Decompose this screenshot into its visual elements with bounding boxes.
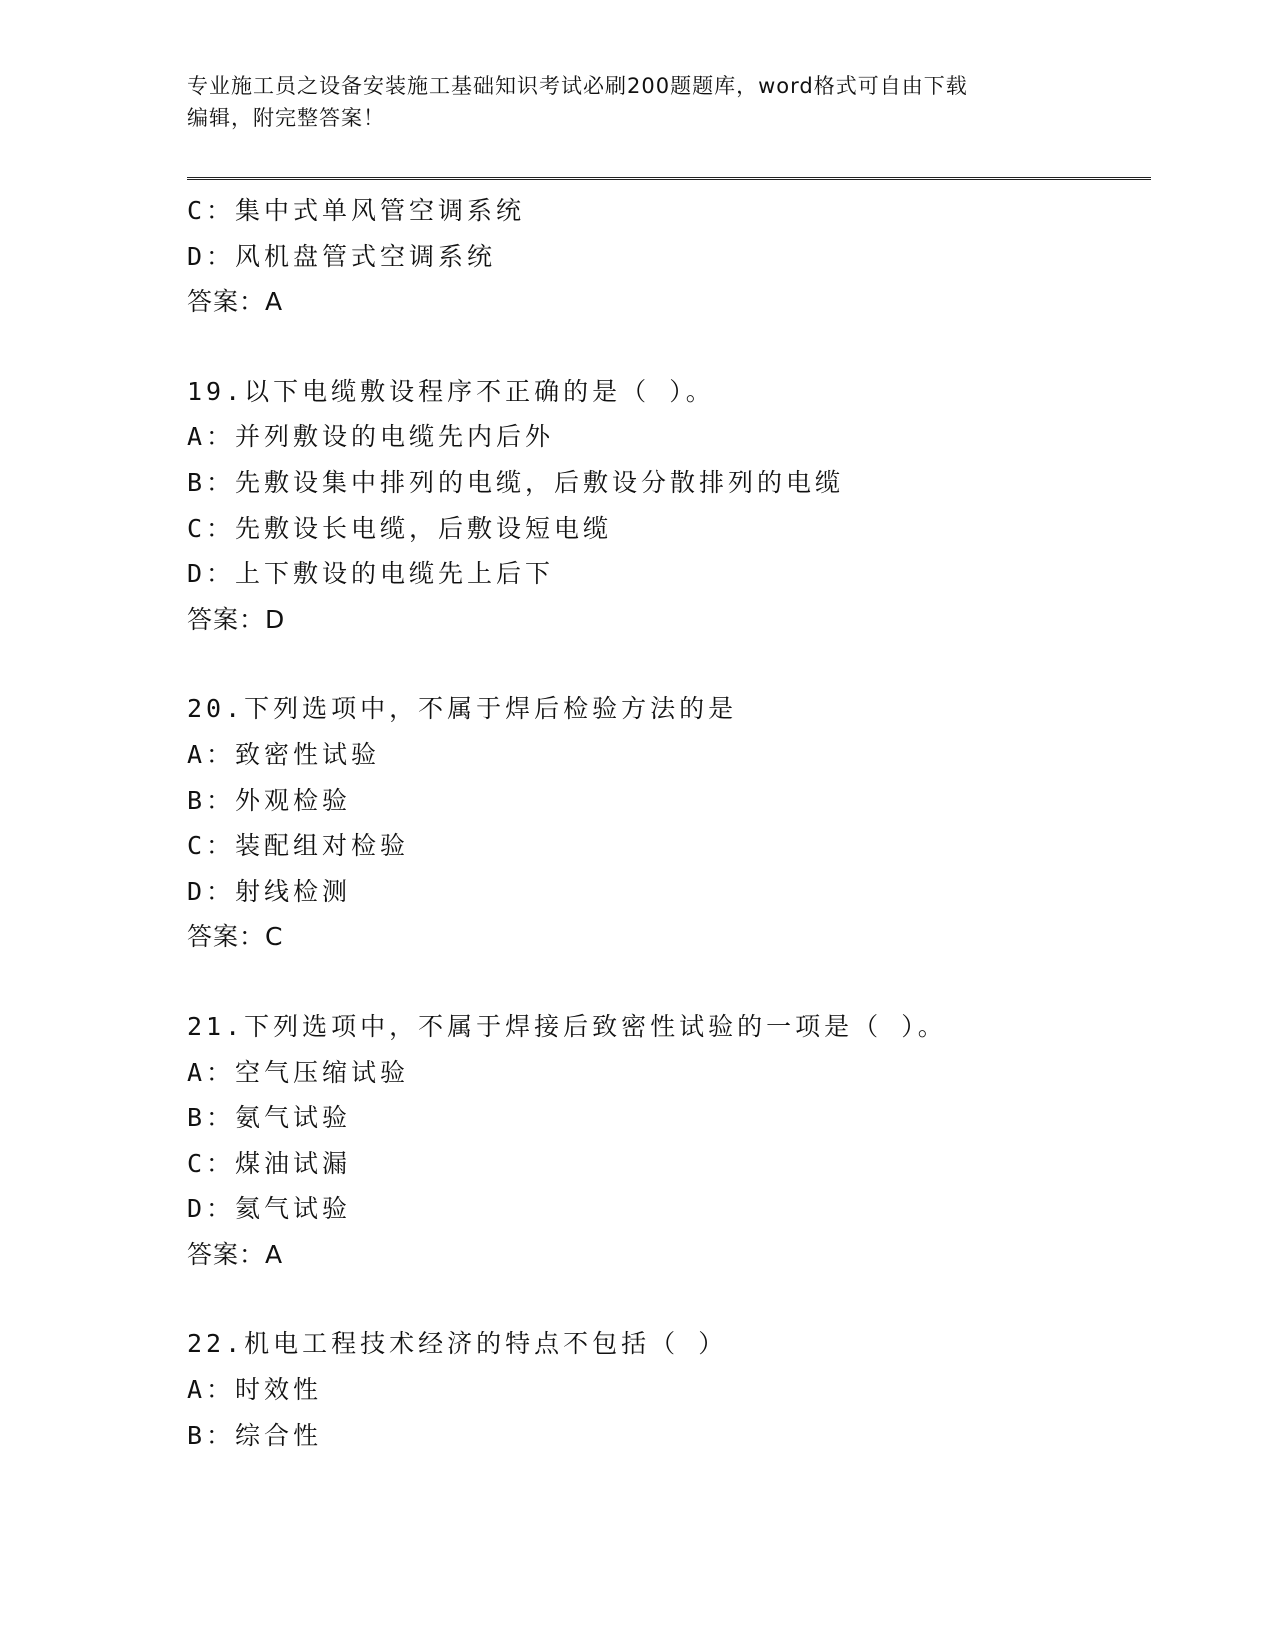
answer-line: 答案：A xyxy=(187,287,284,317)
option-b: B：综合性 xyxy=(187,1420,323,1450)
answer-line: 答案：A xyxy=(187,1239,284,1269)
question-stem: 21.下列选项中，不属于焊接后致密性试验的一项是（ ）。 xyxy=(187,1011,947,1041)
option-a: A：时效性 xyxy=(187,1375,323,1405)
option-a: A：空气压缩试验 xyxy=(187,1057,410,1087)
option-c: C：煤油试漏 xyxy=(187,1148,352,1178)
option-d: D：风机盘管式空调系统 xyxy=(187,241,497,271)
question-stem: 22.机电工程技术经济的特点不包括（ ） xyxy=(187,1329,728,1359)
question-20 xyxy=(187,686,1151,960)
option-d: D：射线检测 xyxy=(187,876,352,906)
question-stem: 19.以下电缆敷设程序不正确的是（ ）。 xyxy=(187,376,715,406)
header-title-line-2: 编辑，附完整答案！ xyxy=(187,106,385,130)
question-19 xyxy=(187,369,1151,643)
option-d: D：上下敷设的电缆先上后下 xyxy=(187,559,555,589)
question-22 xyxy=(187,1321,1151,1458)
question-21 xyxy=(187,1004,1151,1278)
option-b: B：氨气试验 xyxy=(187,1103,352,1133)
option-c: C：集中式单风管空调系统 xyxy=(187,196,526,225)
option-a: A：致密性试验 xyxy=(187,739,381,769)
document-header xyxy=(187,70,1087,134)
option-a: A：并列敷设的电缆先内后外 xyxy=(187,422,555,452)
option-b: B：先敷设集中排列的电缆，后敷设分散排列的电缆 xyxy=(187,467,845,497)
header-title-line-1: 专业施工员之设备安装施工基础知识考试必刷200题题库，word格式可自由下载 xyxy=(187,74,968,98)
question-fragment-18 xyxy=(187,188,1151,325)
question-stem: 20.下列选项中，不属于焊后检验方法的是 xyxy=(187,694,738,724)
answer-line: 答案：C xyxy=(187,922,284,952)
answer-line: 答案：D xyxy=(187,604,286,634)
option-c: C：装配组对检验 xyxy=(187,831,410,861)
question-list xyxy=(187,188,1151,1458)
option-d: D：氦气试验 xyxy=(187,1194,352,1224)
option-c: C：先敷设长电缆，后敷设短电缆 xyxy=(187,513,613,543)
option-b: B：外观检验 xyxy=(187,785,352,815)
header-divider xyxy=(187,177,1151,180)
